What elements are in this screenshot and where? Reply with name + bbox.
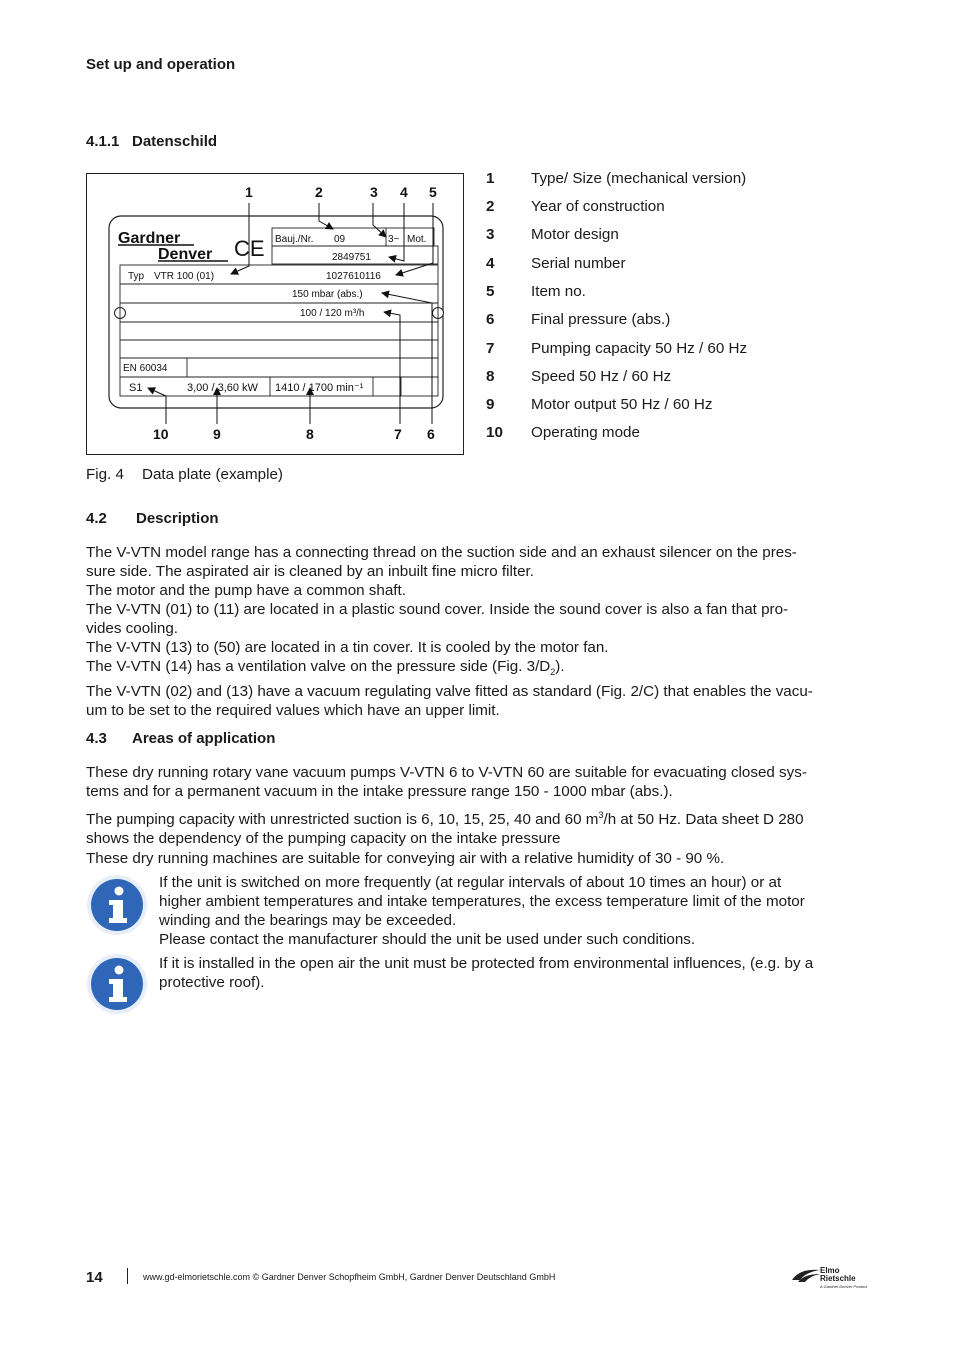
power-value: 3,00 / 3,60 kW	[187, 382, 258, 394]
typ-label: Typ	[128, 271, 145, 282]
serial-value: 2849751	[332, 252, 371, 263]
standard-value: EN 60034	[123, 363, 168, 374]
footer-copyright: © Gardner Denver Schopfheim GmbH, Gardner Denver Deutschland GmbH	[252, 1272, 556, 1282]
callout-9: 9	[213, 426, 221, 442]
callout-7: 7	[394, 426, 402, 442]
callout-4: 4	[400, 184, 408, 200]
figure-caption: Data plate (example)	[142, 466, 283, 483]
logo-denver: Denver	[158, 246, 213, 263]
figure-label: Fig. 4	[86, 466, 124, 483]
section-number: 4.1.1	[86, 133, 120, 150]
phase-value: 3~	[388, 234, 400, 245]
item-no-value: 1027610116	[326, 271, 381, 282]
section-title: Datenschild	[132, 133, 218, 150]
mot-label: Mot.	[407, 234, 427, 245]
type-value: VTR 100 (01)	[154, 271, 215, 282]
callout-6: 6	[427, 426, 435, 442]
footer-url[interactable]: www.gd-elmorietschle.com	[143, 1272, 251, 1282]
info-icon	[86, 874, 148, 936]
application-paragraph-2: The pumping capacity with unrestricted suction is 6, 10, 15, 25, 40 and 60 $m^3/h$ at 50 Hz. Data sheet D 280 shows the dependency of the pumping capacity on the intake pressure	[86, 810, 804, 848]
info-note-1: If the unit is switched on more frequently (at regular intervals of about 10 times an hour) or at higher ambient temperatures and intake temperatures, the excess temperature limit of the motor winding and the bearings may be exceeded. Please contact the manufacturer should the unit be used under such conditions.	[159, 874, 805, 948]
logo-gardner: Gardner	[118, 230, 181, 247]
ce-mark: CE	[234, 236, 265, 261]
callout-8: 8	[306, 426, 314, 442]
section-number: 4.2	[86, 510, 107, 527]
page-number: 14	[86, 1269, 103, 1286]
section-title: Areas of application	[132, 730, 276, 747]
brand-name: Elmo Rietschle	[820, 1266, 856, 1283]
section-title: Description	[136, 510, 219, 527]
callout-3: 3	[370, 184, 378, 200]
year-value: 09	[334, 234, 346, 245]
footer-text	[143, 1272, 555, 1282]
footer-divider	[127, 1268, 128, 1284]
application-paragraph-1: These dry running rotary vane vacuum pumps V-VTN 6 to V-VTN 60 are suitable for evacuating closed sys- tems and for a permanent vacuum in the intake pressure range 150 - 1000 mbar (abs.).	[86, 764, 807, 800]
mode-value: S1	[129, 382, 143, 394]
callout-10: 10	[153, 426, 169, 442]
section-number: 4.3	[86, 730, 107, 747]
callout-2: 2	[315, 184, 323, 200]
description-text: The V-VTN model range has a connecting thread on the suction side and an exhaust silencer on the pres- sure side. The aspirated air is cleaned by an inbuilt fine micro filter. The motor and the pump have a common shaft. The V-VTN (01) to (11) are located in a plastic sound cover. Inside the sound cover is also a fan that pro- vides cooling. The V-VTN (13) to (50) are located in a tin cover. It is cooled by the motor fan. The V-VTN (14) has a ventilation valve on the pressure side (Fig. $3/D_2$). The V-VTN (02) and (13) have a vacuum regulating valve fitted as standard (Fig. 2/C) that enables the vacu- um to be set to the required values which have an upper limit.	[86, 544, 813, 720]
brand-tagline: A Gardner Denver Product	[820, 1284, 868, 1289]
info-note-2: If it is installed in the open air the unit must be protected from environmental influences, (e.g. by a protective roof).	[159, 955, 814, 991]
callout-5: 5	[429, 184, 437, 200]
speed-value: 1410 / 1700 min⁻¹	[275, 382, 364, 394]
application-paragraph-3: These dry running machines are suitable for conveying air with a relative humidity of 30 - 90 %.	[86, 850, 725, 867]
data-plate-figure	[86, 173, 464, 455]
final-pressure-value: 150 mbar (abs.)	[292, 289, 363, 300]
elmo-rietschle-logo-icon	[790, 1266, 822, 1284]
bauj-label: Bauj./Nr.	[275, 234, 314, 245]
callout-1: 1	[245, 184, 253, 200]
pumping-capacity-value: 100 / 120 m³/h	[300, 308, 365, 319]
page-header: Set up and operation	[86, 56, 236, 73]
info-icon	[86, 953, 148, 1015]
